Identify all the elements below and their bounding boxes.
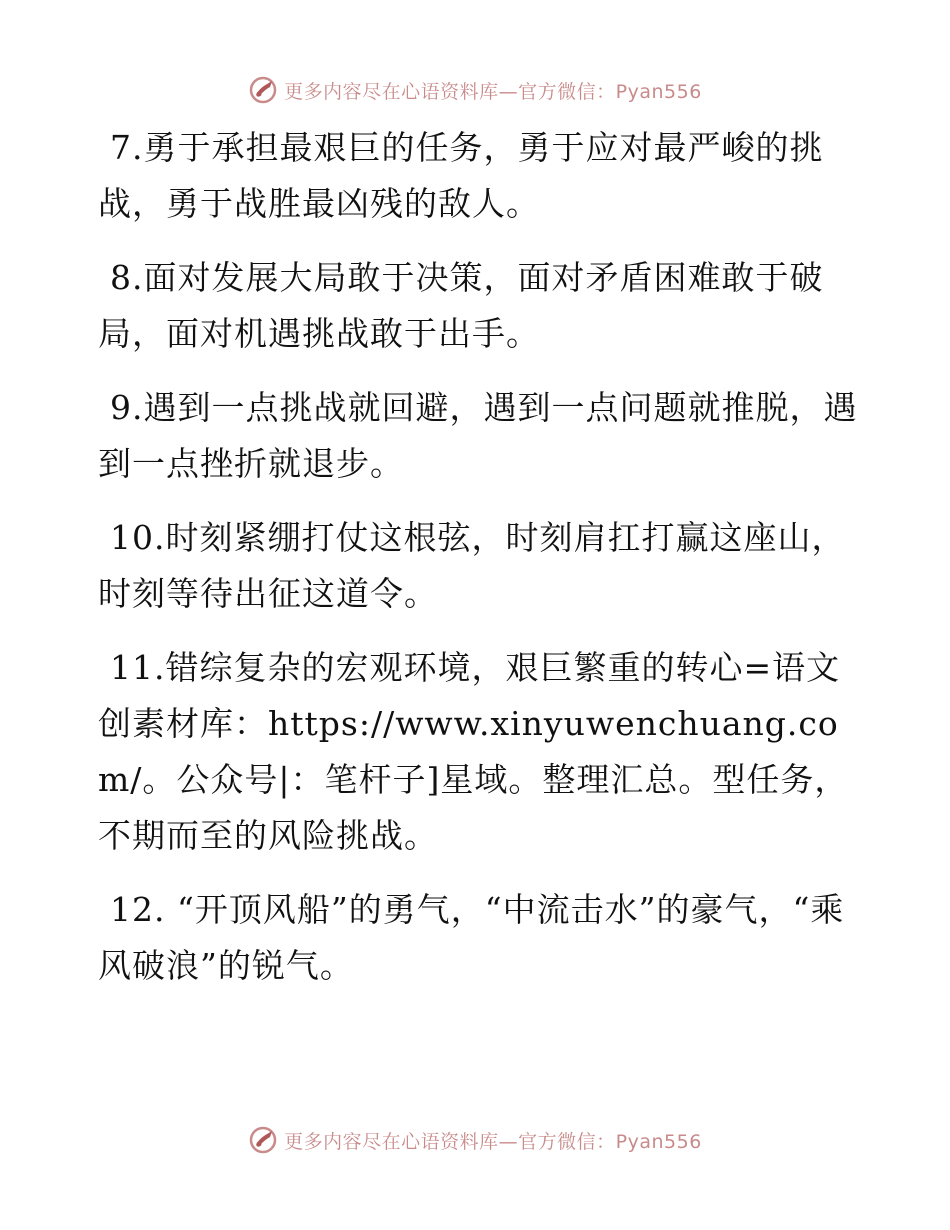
item-text: 错综复杂的宏观环境，艰巨繁重的转心=语文创素材库：https://www.xinyuwenchuang.com/。公众号|：笔杆子]星域。整理汇总。型任务，不期而至的风险挑战。	[98, 648, 849, 855]
list-item-9	[98, 380, 858, 492]
item-text: 面对发展大局敢于决策，面对矛盾困难敢于破局，面对机遇挑战敢于出手。	[98, 258, 824, 353]
brush-logo-icon	[248, 75, 278, 105]
item-number: 8.	[110, 258, 144, 297]
item-text: 勇于承担最艰巨的任务，勇于应对最严峻的挑战，勇于战胜最凶残的敌人。	[98, 128, 824, 223]
item-number: 12.	[110, 890, 166, 929]
item-number: 11.	[110, 648, 166, 687]
list-item-12	[98, 882, 858, 994]
item-number: 10.	[110, 518, 166, 557]
header-watermark	[0, 70, 950, 110]
item-number: 7.	[110, 128, 144, 167]
item-text: 遇到一点挑战就回避，遇到一点问题就推脱，遇到一点挫折就退步。	[98, 388, 858, 483]
list-item-10	[98, 510, 858, 622]
list-item-7	[98, 120, 858, 232]
item-text: “开顶风船”的勇气，“中流击水”的豪气，“乘风破浪”的锐气。	[98, 890, 845, 985]
footer-watermark-text: 更多内容尽在心语资料库—官方微信：Pyan556	[284, 1130, 702, 1153]
item-number: 9.	[110, 388, 144, 427]
footer-watermark	[0, 1120, 950, 1160]
document-body	[98, 120, 858, 1012]
brush-logo-icon	[248, 1125, 278, 1155]
header-watermark-text: 更多内容尽在心语资料库—官方微信：Pyan556	[284, 80, 702, 103]
item-text: 时刻紧绷打仗这根弦，时刻肩扛打赢这座山，时刻等待出征这道令。	[98, 518, 846, 613]
list-item-11	[98, 640, 858, 864]
list-item-8	[98, 250, 858, 362]
